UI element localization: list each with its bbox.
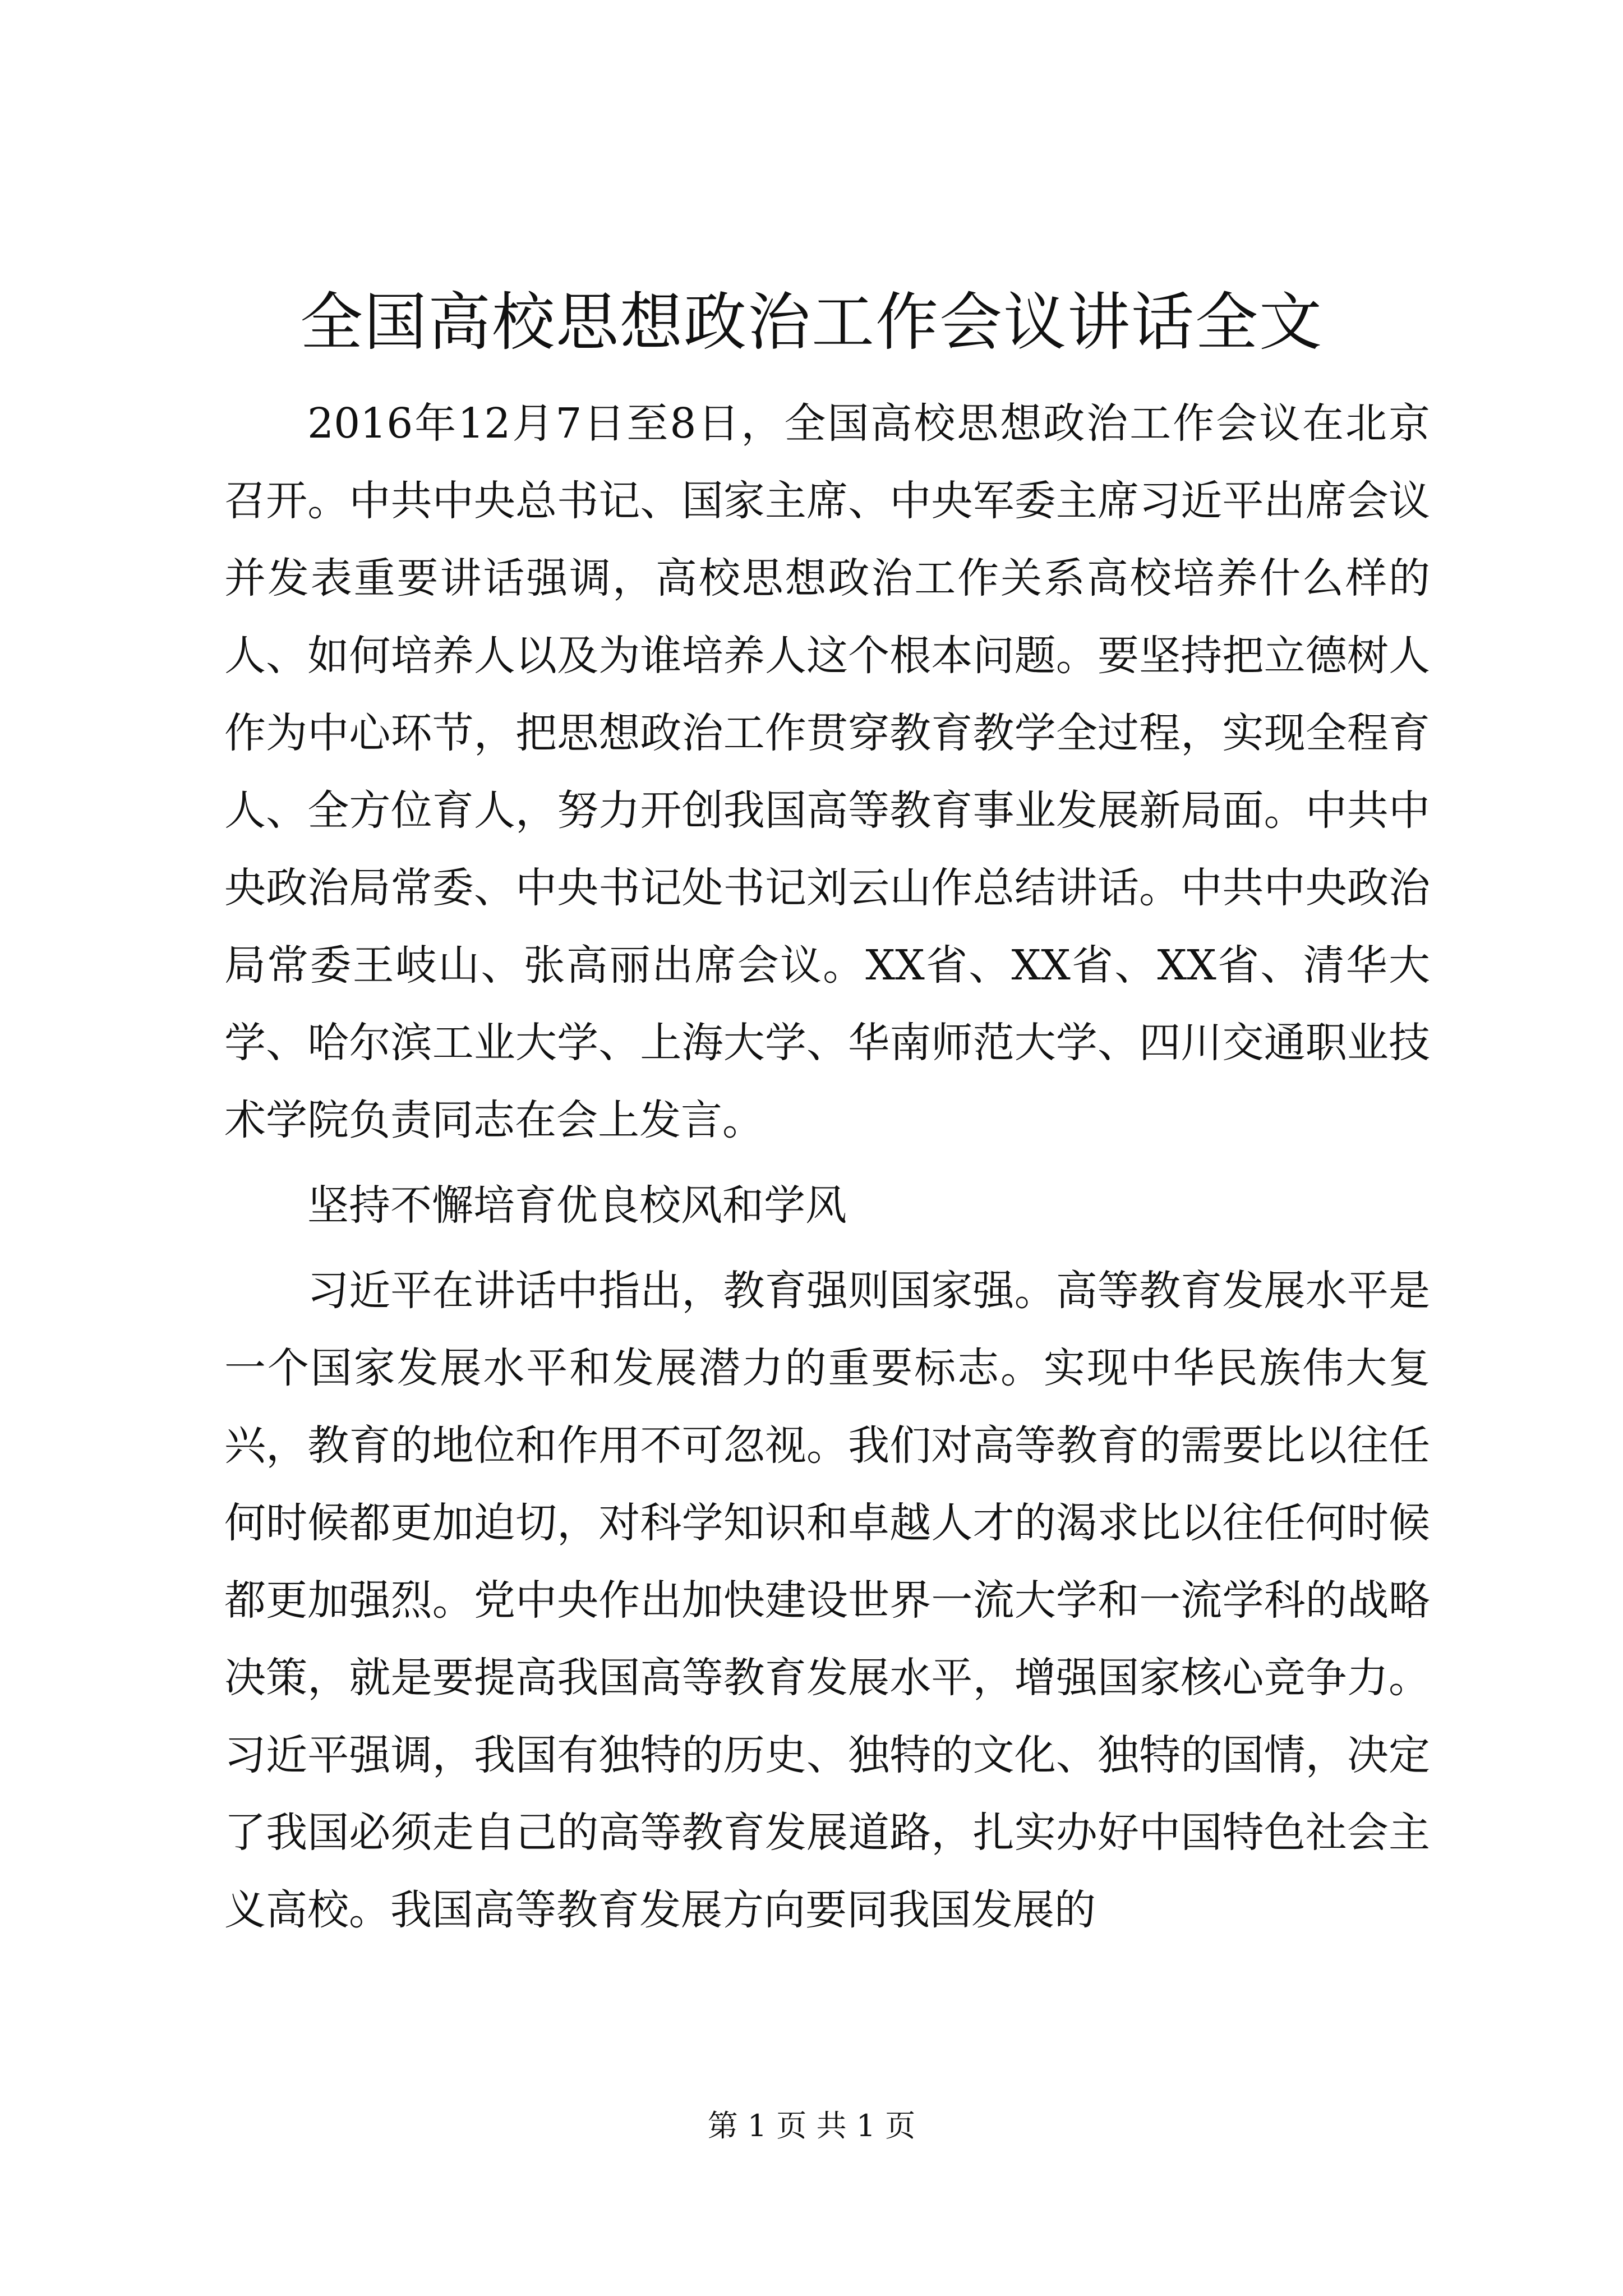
document-title: 全国高校思想政治工作会议讲话全文 [300,286,1323,359]
section-heading: 坚持不懈培育优良校风和学风 [307,1181,847,1230]
document-body [224,385,1430,1949]
paragraph-speech: 习近平在讲话中指出，教育强则国家强。高等教育发展水平是一个国家发展水平和发展潜力的重要标志。实现中华民族伟大复兴，教育的地位和作用不可忽视。我们对高等教育的需要比以往任何时候都更加迫切，对科学知识和卓越人才的渴求比以往任何时候都更加强烈。党中央作出加快建设世界一流大学和一流学科的战略决策，就是要提高我国高等教育发展水平，增强国家核心竞争力。习近平强调，我国有独特的历史、独特的文化、独特的国情，决定了我国必须走自己的高等教育发展道路，扎实办好中国特色社会主义高校。我国高等教育发展方向要同我国发展的 [224,1267,1430,1934]
paragraph-gap [224,1159,1430,1167]
page-footer: 第 1 页 共 1 页 [707,2108,916,2143]
paragraph-gap [224,1244,1430,1252]
paragraph-intro: 2016年12月7日至8日，全国高校思想政治工作会议在北京召开。中共中央总书记、国家主席、中央军委主席习近平出席会议并发表重要讲话强调，高校思想政治工作关系高校培养什么样的人、如何培养人以及为谁培养人这个根本问题。要坚持把立德树人作为中心环节，把思想政治工作贯穿教育教学全过程，实现全程育人、全方位育人，努力开创我国高等教育事业发展新局面。中共中央政治局常委、中央书记处书记刘云山作总结讲话。中共中央政治局常委王岐山、张高丽出席会议。XX省、XX省、XX省、清华大学、哈尔滨工业大学、上海大学、华南师范大学、四川交通职业技术学院负责同志在会上发言。 [224,399,1430,1144]
